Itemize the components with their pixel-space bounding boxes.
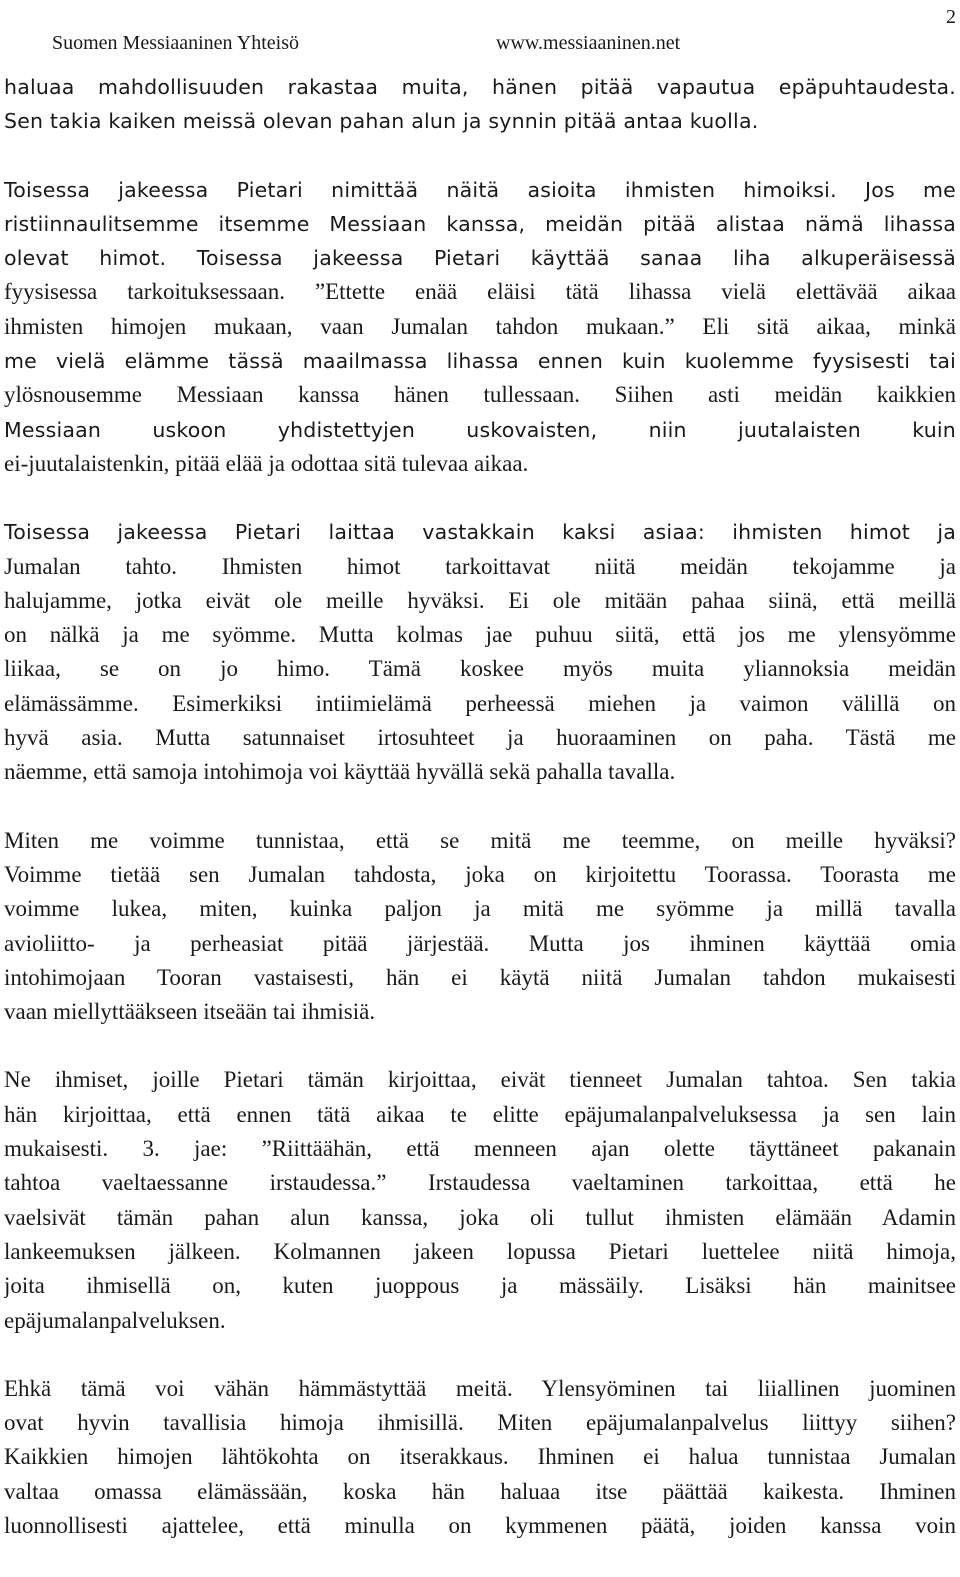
- text-line: on nälkä ja me syömme. Mutta kolmas jae puhuu siitä, että jos me ylensyömme: [4, 622, 956, 648]
- text-line: Messiaan uskoon yhdistettyjen uskovaisten, niin juutalaisten kuin: [4, 417, 956, 442]
- text-line: Kaikkien himojen lähtökohta on itserakkaus. Ihminen ei halua tunnistaa Jumalan: [4, 1444, 956, 1470]
- text-line: epäjumalanpalveluksen.: [4, 1307, 226, 1333]
- text-line: luonnollisesti ajattelee, että minulla on kymmenen päätä, joiden kanssa voin: [4, 1512, 956, 1538]
- paragraph: [4, 1063, 956, 1337]
- text-line: voimme lukea, miten, kuinka paljon ja mitä me syömme ja millä tavalla: [4, 896, 956, 922]
- document-body: [4, 70, 956, 1577]
- text-line: Toisessa jakeessa Pietari nimittää näitä asioita ihmisten himoiksi. Jos me: [4, 177, 956, 202]
- paragraph: [4, 824, 956, 1030]
- text-line: Voimme tietää sen Jumalan tahdosta, joka on kirjoitettu Toorassa. Toorasta me: [4, 861, 956, 887]
- text-line: ristiinnaulitsemme itsemme Messiaan kanssa, meidän pitää alistaa nämä lihassa: [4, 211, 956, 236]
- paragraph: [4, 1372, 956, 1543]
- text-line: lankeemuksen jälkeen. Kolmannen jakeen lopussa Pietari luettelee niitä himoja,: [4, 1238, 956, 1264]
- text-line: valtaa omassa elämässään, koska hän haluaa itse päättää kaikesta. Ihminen: [4, 1478, 956, 1504]
- text-line: Sen takia kaiken meissä olevan pahan alun ja synnin pitää antaa kuolla.: [4, 109, 759, 134]
- text-line: fyysisessa tarkoituksessaan. ”Ettette enää eläisi tätä lihassa vielä elettävää aikaa: [4, 279, 956, 305]
- page-header: [0, 6, 960, 64]
- text-line: Ne ihmiset, joille Pietari tämän kirjoittaa, eivät tienneet Jumalan tahtoa. Sen takia: [4, 1067, 956, 1093]
- text-line: ei-juutalaistenkin, pitää elää ja odottaa sitä tulevaa aikaa.: [4, 450, 529, 476]
- header-organization-name: Suomen Messiaaninen Yhteisö: [52, 32, 300, 54]
- paragraph: [4, 173, 956, 482]
- text-line: näemme, että samoja intohimoja voi käyttää hyvällä sekä pahalla tavalla.: [4, 759, 676, 785]
- text-line: olevat himot. Toisessa jakeessa Pietari käyttää sanaa liha alkuperäisessä: [4, 246, 956, 271]
- text-line: me vielä elämme tässä maailmassa lihassa ennen kuin kuolemme fyysisesti tai: [4, 349, 956, 374]
- text-line: Jumalan tahto. Ihmisten himot tarkoittavat niitä meidän tekojamme ja: [4, 553, 956, 579]
- text-line: Toisessa jakeessa Pietari laittaa vastakkain kaksi asiaa: ihmisten himot ja: [4, 520, 956, 545]
- text-line: vaan miellyttääkseen itseään tai ihmisiä.: [4, 999, 376, 1025]
- text-line: Miten me voimme tunnistaa, että se mitä me teemme, on meille hyväksi?: [4, 827, 956, 853]
- text-line: joita ihmisellä on, kuten juoppous ja mässäily. Lisäksi hän mainitsee: [4, 1273, 956, 1299]
- text-line: Ehkä tämä voi vähän hämmästyttää meitä. Ylensyöminen tai liiallinen juominen: [4, 1375, 956, 1401]
- text-line: halujamme, jotka eivät ole meille hyväksi. Ei ole mitään pahaa siinä, että meillä: [4, 587, 956, 613]
- text-line: hän kirjoittaa, että ennen tätä aikaa te elitte epäjumalanpalveluksessa ja sen lain: [4, 1101, 956, 1127]
- header-website-url: www.messiaaninen.net: [496, 32, 681, 54]
- text-line: ovat hyvin tavallisia himoja ihmisillä. Miten epäjumalanpalvelus liittyy siihen?: [4, 1410, 956, 1436]
- page-number: 2: [946, 6, 956, 28]
- text-line: intohimojaan Tooran vastaisesti, hän ei käytä niitä Jumalan tahdon mukaisesti: [4, 964, 956, 990]
- text-line: haluaa mahdollisuuden rakastaa muita, hänen pitää vapautua epäpuhtaudesta.: [4, 75, 956, 99]
- text-line: tahtoa vaeltaessanne irstaudessa.” Irstaudessa vaeltaminen tarkoittaa, että he: [4, 1170, 956, 1196]
- text-line: elämässämme. Esimerkiksi intiimielämä perheessä miehen ja vaimon välillä on: [4, 690, 956, 716]
- text-line: hyvä asia. Mutta satunnaiset irtosuhteet ja huoraaminen on paha. Tästä me: [4, 725, 956, 751]
- paragraph: [4, 70, 956, 139]
- text-line: liikaa, se on jo himo. Tämä koskee myös muita yliannoksia meidän: [4, 656, 956, 682]
- text-line: mukaisesti. 3. jae: ”Riittäähän, että menneen ajan olette täyttäneet pakanain: [4, 1136, 956, 1162]
- text-line: ylösnousemme Messiaan kanssa hänen tullessaan. Siihen asti meidän kaikkien: [4, 382, 956, 408]
- text-line: vaelsivät tämän pahan alun kanssa, joka oli tullut ihmisten elämään Adamin: [4, 1204, 956, 1230]
- text-line: ihmisten himojen mukaan, vaan Jumalan tahdon mukaan.” Eli sitä aikaa, minkä: [4, 313, 956, 339]
- text-line: avioliitto- ja perheasiat pitää järjestää. Mutta jos ihminen käyttää omia: [4, 930, 956, 956]
- paragraph: [4, 515, 956, 789]
